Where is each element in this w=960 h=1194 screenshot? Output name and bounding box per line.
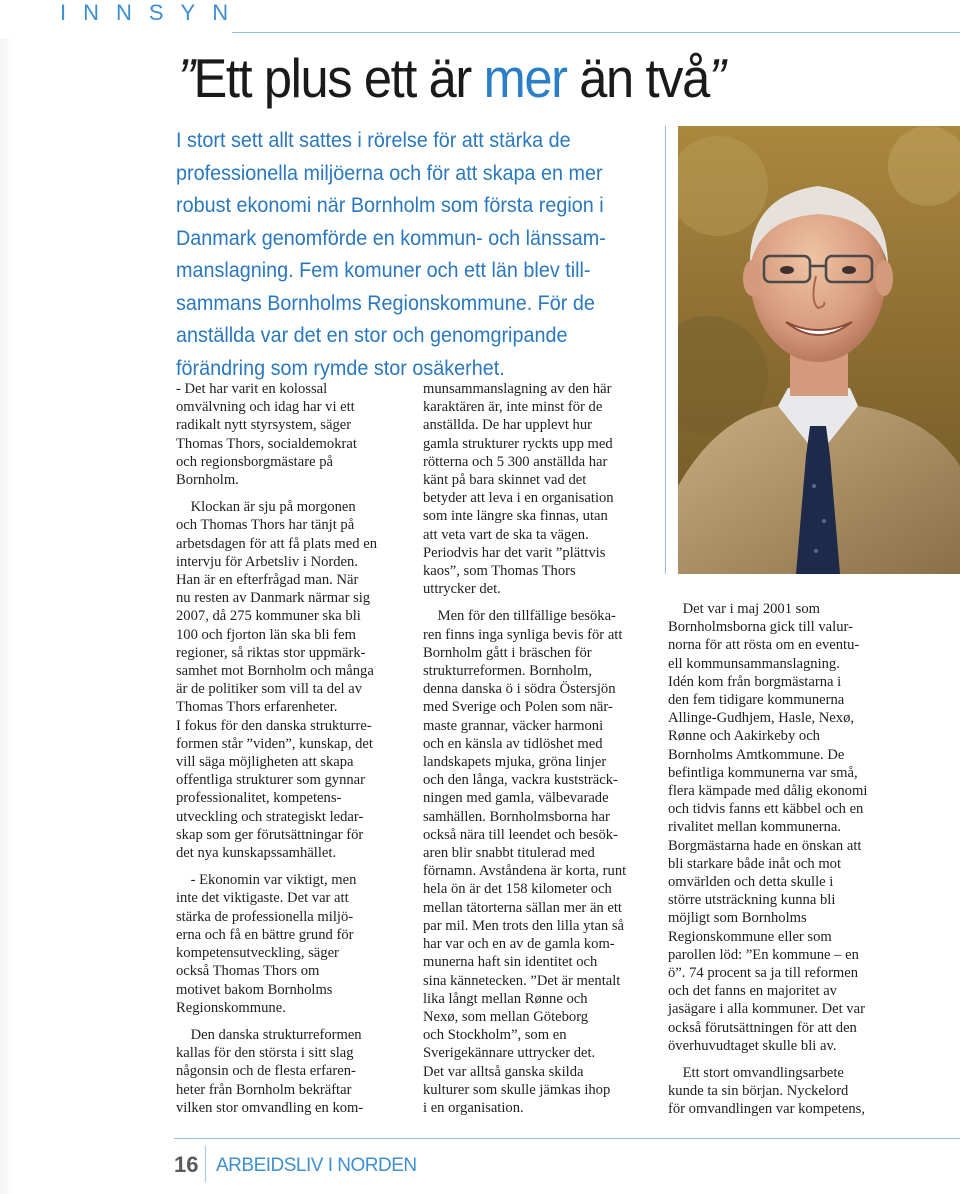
- header-rule: [232, 32, 960, 33]
- lead-line: förändring som rymde stor osäkerhet.: [176, 355, 505, 380]
- text-line: och tidvis fanns ett käbbel och en: [668, 801, 864, 818]
- title-close-quote: ”: [708, 47, 725, 109]
- text-line: nu resten av Danmark närmar sig: [176, 590, 371, 607]
- text-line: aren blir snabbt titulerad med: [423, 845, 595, 862]
- text-line: för omvandlingen var kompetens,: [668, 1101, 865, 1118]
- text-line: kulturer som skulle jämkas ihop: [423, 1081, 611, 1098]
- text-line: Regionskommune eller som: [668, 928, 832, 945]
- text-line: parollen löd: ”En kommune – en: [668, 946, 859, 963]
- text-line: Thomas Thors erfarenheter.: [176, 699, 338, 716]
- text-line: som inte längre ska finnas, utan: [423, 508, 608, 525]
- paragraph-gap: [176, 1017, 377, 1026]
- paragraph: [668, 600, 867, 1055]
- page-number: 16: [174, 1152, 199, 1177]
- lead-line: robust ekonomi när Bornholm som första region i: [176, 193, 604, 217]
- lead-line: sammans Bornholms Regionskommune. För de: [176, 290, 595, 315]
- text-line: rötterna och 5 300 anställda har: [423, 453, 608, 470]
- text-line: ningen med gamla, välbevarade: [423, 790, 609, 807]
- text-line: Periodvis har det varit ”plättvis: [423, 544, 606, 561]
- paragraph-gap: [176, 862, 377, 871]
- text-line: samhet mot Bornholm och många: [176, 663, 374, 680]
- text-line: Idén kom från borgmästarna i: [668, 673, 842, 690]
- text-line: Allinge-Gudhjem, Hasle, Nexø,: [668, 710, 855, 727]
- text-line: känt på bara skinnet vad det: [423, 472, 587, 489]
- text-line: kaos”, som Thomas Thors: [423, 563, 576, 580]
- text-line: munerna haft sin identitet och: [423, 954, 598, 971]
- text-line: motivet bakom Bornholms: [176, 981, 333, 998]
- paragraph-gap: [423, 598, 626, 607]
- text-line: lika långt mellan Rønne och: [423, 990, 588, 1007]
- body-column-2: [423, 380, 626, 1117]
- text-line: Bornholmsborna gick till valur-: [668, 619, 853, 636]
- text-line: med Sverige och Polen som när-: [423, 699, 613, 716]
- text-line: det nya kunskapssamhället.: [176, 845, 337, 862]
- text-line: karaktären är, inte minst för de: [423, 399, 603, 416]
- text-line: har var och en av de gamla kom-: [423, 936, 615, 953]
- text-line: kallas för den största i sitt slag: [176, 1045, 354, 1062]
- paragraph-gap: [668, 1055, 867, 1064]
- text-line: strukturreformen. Bornholm,: [423, 663, 593, 680]
- text-line: Bornholms Amtkommune. De: [668, 746, 845, 763]
- text-line: omvälvning och idag har vi ett: [176, 399, 355, 416]
- paragraph: [423, 380, 626, 598]
- text-line: kunde ta sin början. Nyckelord: [668, 1083, 849, 1100]
- text-line: större utsträckning kunna bli: [668, 892, 836, 909]
- text-line: mellan tätorterna sällan mer än ett: [423, 899, 622, 916]
- title-open-quote: ”: [178, 47, 194, 109]
- text-line: maste grannar, väcker harmoni: [423, 717, 604, 734]
- text-line: - Ekonomin var viktigt, men: [176, 872, 357, 889]
- text-line: bli starkare både inåt och mot: [668, 855, 842, 872]
- text-line: och det fanns en majoritet av: [668, 983, 837, 1000]
- text-line: ö”. 74 procent sa ja till reformen: [668, 965, 859, 982]
- text-line: landskapets mjuka, gröna linjer: [423, 754, 607, 771]
- title-part2: än två: [566, 47, 709, 109]
- text-line: anställda. De har upplevt hur: [423, 417, 592, 434]
- text-line: den fem tidigare kommunerna: [668, 692, 845, 709]
- text-line: norna för att rösta om en eventu-: [668, 637, 860, 654]
- text-line: någonsin och de flesta erfaren-: [176, 1063, 356, 1080]
- body-column-1: [176, 380, 377, 1117]
- text-line: sina kännetecken. ”Det är mentalt: [423, 972, 621, 989]
- portrait-illustration: [678, 126, 960, 574]
- text-line: intervju för Arbetsliv i Norden.: [176, 553, 358, 570]
- section-label: INNSYN: [60, 0, 246, 25]
- text-line: ell kommunsammanslagning.: [668, 655, 840, 672]
- text-line: par mil. Men trots den lilla ytan så: [423, 917, 625, 934]
- text-line: i en organisation.: [423, 1099, 524, 1116]
- text-line: och Thomas Thors har tänjt på: [176, 517, 355, 534]
- text-line: omvärlden och detta skulle i: [668, 874, 834, 891]
- text-line: Klockan är sju på morgonen: [176, 499, 356, 516]
- footer-rule: [174, 1138, 960, 1139]
- text-line: skap som ger förutsättningar för: [176, 826, 364, 843]
- text-line: kompetensutveckling, säger: [176, 945, 339, 962]
- text-line: inte det viktigaste. Det var att: [176, 890, 349, 907]
- text-line: Regionskommune.: [176, 999, 286, 1016]
- text-line: Bornholm gått i bräschen för: [423, 644, 592, 661]
- text-line: - Det har varit en kolossal: [176, 381, 328, 397]
- text-line: möjligt som Bornholms: [668, 910, 807, 927]
- lead-line: professionella miljöerna och för att skapa en mer: [176, 160, 603, 185]
- text-line: Thomas Thors, socialdemokrat: [176, 435, 357, 452]
- lead-line: Danmark genomförde en kommun- och länssam-: [176, 225, 606, 250]
- text-line: rivalitet mellan kommunerna.: [668, 819, 842, 836]
- lead-line: manslagning. Fem komuner och ett län blev till-: [176, 258, 591, 282]
- text-line: att veta vart de ska ta vägen.: [423, 526, 589, 543]
- text-line: 2007, då 275 kommuner ska bli: [176, 608, 361, 625]
- text-line: arbetsdagen för att få plats med en: [176, 535, 377, 552]
- text-line: Ett stort omvandlingsarbete: [668, 1065, 844, 1082]
- text-line: ren finns inga synliga bevis för att: [423, 626, 623, 643]
- text-line: erna och få en bättre grund för: [176, 926, 354, 943]
- text-line: samhällen. Bornholmsborna har: [423, 808, 610, 825]
- text-line: också Thomas Thors om: [176, 963, 320, 980]
- title-accent: mer: [483, 47, 567, 109]
- text-line: vilken stor omvandling en kom-: [176, 1099, 364, 1116]
- text-line: också nära till leendet och besök-: [423, 826, 618, 843]
- body-column-3: [668, 600, 867, 1119]
- text-line: Han är en efterfrågad man. När: [176, 572, 359, 589]
- text-line: Sverigekännare uttrycker det.: [423, 1045, 596, 1062]
- text-line: Det var alltså ganska skilda: [423, 1063, 584, 1080]
- text-line: jasägare i alla kommuner. Det var: [668, 1001, 865, 1018]
- paragraph-gap: [176, 489, 377, 498]
- lead-line: I stort sett allt sattes i rörelse för att stärka de: [176, 128, 571, 152]
- text-line: Rønne och Aakirkeby och: [668, 728, 820, 745]
- text-line: Den danska strukturreformen: [176, 1026, 362, 1043]
- text-line: Bornholm.: [176, 472, 239, 489]
- paragraph: [176, 1026, 377, 1117]
- footer-divider: [205, 1146, 206, 1182]
- text-line: flera kämpade med dålig ekonomi: [668, 783, 868, 800]
- article-lead: [176, 124, 618, 384]
- text-line: befintliga kommunerna var små,: [668, 764, 858, 781]
- text-line: Borgmästarna hade en önskan att: [668, 837, 862, 854]
- text-line: 100 och fjorton län ska bli fem: [176, 626, 356, 643]
- text-line: uttrycker det.: [423, 581, 501, 598]
- text-line: och Stockholm”, som en: [423, 1027, 567, 1044]
- text-line: Men för den tillfällige besöka-: [423, 608, 616, 625]
- text-line: Det var i maj 2001 som: [668, 601, 820, 617]
- photo-divider: [665, 126, 666, 574]
- text-line: professionalitet, kompetens-: [176, 790, 342, 807]
- text-line: formen står ”viden”, kunskap, det: [176, 735, 373, 752]
- text-line: och regionsborgmästare på: [176, 453, 333, 470]
- publication-name: ARBEIDSLIV I NORDEN: [216, 1155, 417, 1176]
- paragraph: [668, 1064, 867, 1119]
- text-line: denna danska ö i södra Östersjön: [423, 681, 616, 698]
- paragraph: [176, 498, 377, 862]
- text-line: stärka de professionella miljö-: [176, 908, 354, 925]
- text-line: och den långa, vackra kuststräck-: [423, 772, 618, 789]
- paragraph: [176, 871, 377, 1017]
- text-line: Nexø, som mellan Göteborg: [423, 1008, 589, 1025]
- paragraph: [423, 607, 626, 1117]
- text-line: hela ön är det 158 kilometer och: [423, 881, 612, 898]
- text-line: I fokus för den danska strukturre-: [176, 717, 372, 734]
- text-line: överhuvudtaget skulle bli av.: [668, 1037, 837, 1054]
- text-line: är de politiker som vill ta del av: [176, 681, 363, 698]
- text-line: offentliga strukturer som gynnar: [176, 772, 365, 789]
- text-line: heter från Bornholm bekräftar: [176, 1081, 352, 1098]
- title-part1: Ett plus ett är: [193, 47, 484, 109]
- text-line: munsammanslagning av den här: [423, 381, 612, 397]
- text-line: också förutsättningen för att den: [668, 1019, 857, 1036]
- text-line: vill säga möjligheten att skapa: [176, 754, 354, 771]
- text-line: gamla strukturer ryckts upp med: [423, 435, 613, 452]
- page-edge-shadow: [0, 38, 14, 1194]
- text-line: förnamn. Avståndena är korta, runt: [423, 863, 627, 880]
- text-line: betyder att leva i en organisation: [423, 490, 614, 507]
- text-line: utveckling och strategiskt ledar-: [176, 808, 364, 825]
- text-line: radikalt nytt styrsystem, säger: [176, 417, 352, 434]
- paragraph: [176, 380, 377, 489]
- text-line: regioner, så riktas stor uppmärk-: [176, 644, 366, 661]
- lead-line: anställda var det en stor och genomgripande: [176, 323, 568, 347]
- article-title: [178, 46, 724, 110]
- text-line: och en känsla av tidlöshet med: [423, 735, 603, 752]
- portrait-photo: [678, 126, 960, 574]
